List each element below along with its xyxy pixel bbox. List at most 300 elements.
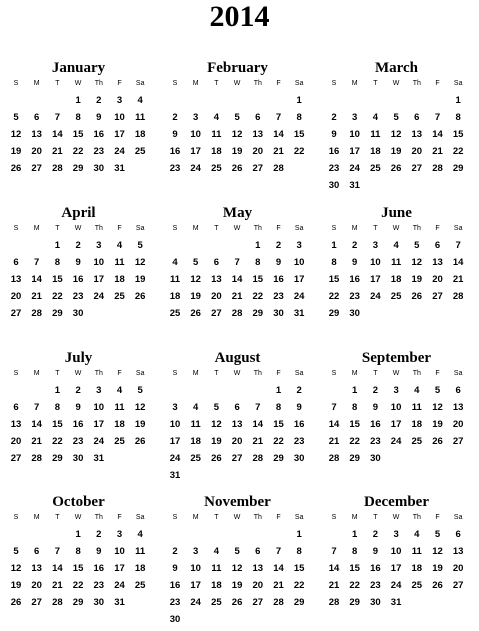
day-cell: 29 [72,163,84,174]
day-cell: 1 [352,385,358,396]
weekday-label: S [13,370,19,377]
day-cell: 16 [93,563,105,574]
day-cell: 2 [372,385,379,396]
weekday-label: S [331,370,337,377]
day-cell: 9 [275,257,282,268]
month-name: March [374,60,419,76]
day-cell: 29 [293,597,305,608]
day-cell: 31 [93,453,105,464]
day-cell: 22 [273,436,284,447]
day-cell: 28 [31,308,42,319]
day-cell: 27 [452,436,464,447]
weekday-label: T [214,514,219,521]
weekday-header [324,369,469,379]
day-cell: 22 [72,580,84,591]
day-cell: 31 [114,163,125,174]
day-cell: 5 [234,112,240,123]
day-cell: 19 [231,580,243,591]
day-cell: 20 [31,146,42,157]
day-cell: 19 [10,580,22,591]
day-cell: 26 [211,453,222,464]
weekday-label: T [214,370,219,377]
weekday-label: F [276,514,281,521]
day-cell: 23 [169,597,181,608]
day-cell: 5 [13,546,19,557]
day-cell: 7 [54,112,61,123]
weekday-header [6,369,151,379]
day-cell: 4 [393,240,399,251]
weekday-label: F [117,80,122,87]
weekday-header [324,224,469,234]
day-cell: 21 [432,146,443,157]
day-cell: 1 [331,240,337,251]
weekday-label: W [233,370,241,377]
day-cell: 29 [452,163,464,174]
day-cell: 6 [434,240,441,251]
day-cell: 7 [234,257,240,268]
day-cell: 7 [54,546,61,557]
weekday-label: Sa [294,370,304,377]
weekday-header [324,513,469,523]
day-cell: 28 [328,453,340,464]
weekday-label: T [55,80,60,87]
day-cell: 14 [231,274,243,285]
day-cell: 5 [213,402,220,413]
day-cell: 7 [331,546,337,557]
day-cell: 25 [114,436,125,447]
day-cell: 14 [452,257,464,268]
day-cell: 31 [390,597,402,608]
weekday-header [165,369,310,379]
day-cell: 14 [273,563,284,574]
day-cell: 22 [452,146,464,157]
day-cell: 17 [93,419,105,430]
weekday-label: Th [94,514,103,521]
weekday-label: F [117,370,122,377]
weekday-label: W [74,514,82,521]
day-cell: 9 [296,402,302,413]
day-cell: 16 [370,563,381,574]
day-cell: 30 [72,453,84,464]
day-cell: 11 [114,402,125,413]
day-cell: 5 [234,546,240,557]
day-cell: 3 [352,112,358,123]
day-cell: 3 [96,240,102,251]
day-cell: 25 [169,308,181,319]
weekday-label: W [233,225,241,232]
day-cell: 26 [231,597,243,608]
day-cell: 13 [31,563,42,574]
day-cell: 16 [169,580,181,591]
day-cell: 2 [96,95,102,106]
weekday-label: S [331,514,337,521]
day-cell: 10 [169,419,181,430]
day-cell: 8 [275,402,282,413]
day-cell: 2 [172,112,178,123]
weekday-label: Sa [453,225,463,232]
day-cell: 28 [328,597,340,608]
day-cell: 10 [114,112,125,123]
weekday-label: Th [412,225,421,232]
day-cell: 19 [134,274,146,285]
day-cell: 24 [114,580,125,591]
weekday-label: F [276,370,281,377]
day-cell: 12 [432,402,443,413]
day-cell: 19 [231,146,243,157]
day-cell: 14 [52,563,63,574]
day-cell: 8 [296,112,302,123]
day-cell: 14 [273,129,284,140]
day-cell: 18 [190,436,201,447]
day-cell: 15 [72,129,84,140]
day-cell: 30 [293,453,305,464]
day-cell: 30 [169,614,181,625]
day-cell: 23 [273,291,284,302]
day-cell: 3 [193,546,199,557]
day-cell: 13 [252,563,264,574]
day-cell: 25 [411,436,423,447]
day-cell: 10 [114,546,125,557]
weekday-label: Th [253,80,262,87]
day-cell: 20 [411,146,423,157]
day-cell: 27 [31,597,42,608]
day-cell: 1 [75,529,81,540]
day-cell: 2 [96,529,102,540]
day-cell: 8 [331,257,337,268]
day-cell: 15 [349,563,360,574]
day-cell: 7 [434,112,441,123]
weekday-label: S [172,370,178,377]
day-cell: 19 [432,563,443,574]
day-cell: 4 [137,95,143,106]
day-cell: 15 [328,274,340,285]
weekday-label: W [233,514,241,521]
day-cell: 20 [252,580,264,591]
weekday-label: W [392,514,400,521]
weekday-label: S [13,80,19,87]
day-cell: 10 [370,257,381,268]
day-cell: 5 [393,112,399,123]
day-cell: 4 [116,240,123,251]
day-cell: 19 [10,146,22,157]
weekday-label: F [435,225,440,232]
weekday-header [165,513,310,523]
day-cell: 18 [390,274,402,285]
day-cell: 27 [432,291,443,302]
weekday-label: Sa [135,225,145,232]
day-cell: 8 [54,257,61,268]
weekday-label: S [172,514,178,521]
day-cell: 11 [411,402,422,413]
day-cell: 5 [193,257,199,268]
day-cell: 6 [414,112,420,123]
day-cell: 27 [10,308,22,319]
weekday-label: W [392,80,400,87]
day-cell: 12 [231,129,243,140]
day-cell: 2 [372,529,379,540]
day-cell: 29 [52,453,63,464]
weekday-label: W [392,370,400,377]
day-cell: 13 [452,546,464,557]
day-cell: 15 [349,419,360,430]
weekday-label: Th [94,225,103,232]
day-cell: 28 [52,597,63,608]
day-cell: 21 [273,146,284,157]
day-cell: 4 [193,402,199,413]
weekday-label: M [192,80,199,87]
day-cell: 23 [72,291,84,302]
day-cell: 12 [211,419,222,430]
day-cell: 26 [432,436,443,447]
day-cell: 1 [255,240,261,251]
month-name: December [364,494,429,510]
day-cell: 14 [328,419,340,430]
weekday-label: Th [412,370,421,377]
day-cell: 27 [10,453,22,464]
day-cell: 14 [252,419,264,430]
day-cell: 21 [328,580,340,591]
day-cell: 24 [93,291,105,302]
day-cell: 14 [31,274,42,285]
day-cell: 20 [252,146,264,157]
day-cell: 23 [293,436,305,447]
day-cell: 6 [455,529,461,540]
day-cell: 17 [349,146,360,157]
weekday-label: W [74,370,82,377]
year-title: 2014 [209,0,270,33]
day-cell: 25 [211,163,222,174]
day-cell: 20 [452,419,464,430]
day-cell: 28 [252,453,264,464]
weekday-header [6,224,151,234]
day-cell: 22 [349,580,360,591]
day-cell: 3 [296,240,302,251]
day-cell: 27 [452,580,464,591]
day-cell: 11 [135,112,146,123]
weekday-label: T [214,225,219,232]
day-cell: 8 [352,402,358,413]
day-cell: 25 [411,580,423,591]
weekday-label: F [435,370,440,377]
day-cell: 5 [137,385,143,396]
day-cell: 2 [75,385,81,396]
day-cell: 11 [391,257,402,268]
day-cell: 6 [34,546,40,557]
day-cell: 9 [172,129,178,140]
weekday-label: S [331,80,337,87]
day-cell: 7 [331,402,337,413]
day-cell: 7 [34,402,40,413]
day-cell: 13 [432,257,443,268]
day-cell: 15 [72,563,84,574]
day-cell: 21 [452,274,464,285]
day-cell: 31 [114,597,125,608]
day-cell: 10 [190,563,201,574]
day-cell: 21 [52,146,63,157]
day-cell: 18 [411,563,423,574]
weekday-label: M [351,225,358,232]
day-cell: 16 [72,419,84,430]
weekday-label: F [276,80,281,87]
day-cell: 17 [293,274,305,285]
day-cell: 12 [10,563,22,574]
weekday-label: F [435,80,440,87]
day-cell: 2 [352,240,358,251]
day-cell: 17 [390,419,402,430]
day-cell: 7 [275,546,282,557]
weekday-label: S [172,225,178,232]
day-cell: 30 [93,597,105,608]
weekday-label: Sa [294,225,304,232]
day-cell: 6 [34,112,40,123]
day-cell: 28 [273,597,284,608]
day-cell: 7 [34,257,40,268]
day-cell: 18 [114,419,125,430]
day-cell: 25 [390,291,402,302]
day-cell: 30 [273,308,284,319]
day-cell: 2 [331,112,337,123]
month-name: April [61,205,96,221]
day-cell: 11 [211,563,222,574]
day-cell: 24 [114,146,125,157]
day-cell: 26 [10,597,22,608]
day-cell: 10 [390,402,402,413]
weekday-label: F [435,514,440,521]
day-cell: 21 [31,436,42,447]
day-cell: 18 [169,291,181,302]
day-cell: 28 [432,163,443,174]
weekday-label: Th [412,514,421,521]
weekday-label: Th [94,370,103,377]
day-cell: 24 [370,291,381,302]
day-cell: 21 [52,580,63,591]
day-cell: 23 [72,436,84,447]
day-cell: 6 [255,112,261,123]
day-cell: 23 [370,580,381,591]
day-cell: 24 [93,436,105,447]
weekday-label: W [74,80,82,87]
day-cell: 28 [31,453,42,464]
day-cell: 5 [13,112,19,123]
month-name: May [222,205,253,221]
weekday-label: T [55,225,60,232]
day-cell: 4 [137,529,143,540]
day-cell: 31 [169,470,181,481]
day-cell: 27 [31,163,42,174]
day-cell: 8 [255,257,261,268]
day-cell: 3 [172,402,178,413]
day-cell: 17 [370,274,381,285]
day-cell: 23 [328,163,340,174]
day-cell: 13 [31,129,42,140]
day-cell: 1 [275,385,282,396]
day-cell: 10 [349,129,360,140]
weekday-label: W [233,80,241,87]
day-cell: 6 [13,257,19,268]
weekday-label: Sa [294,514,304,521]
day-cell: 5 [434,385,441,396]
weekday-label: S [13,225,19,232]
weekday-label: Th [94,80,103,87]
day-cell: 18 [211,146,222,157]
day-cell: 16 [370,419,381,430]
day-cell: 27 [231,453,243,464]
day-cell: 29 [273,453,284,464]
day-cell: 9 [75,257,81,268]
weekday-label: Th [253,370,262,377]
day-cell: 10 [293,257,305,268]
day-cell: 18 [370,146,381,157]
weekday-label: M [33,514,40,521]
day-cell: 16 [328,146,340,157]
weekday-label: Sa [453,80,463,87]
day-cell: 10 [390,546,402,557]
day-cell: 6 [455,385,461,396]
day-cell: 12 [190,274,201,285]
weekday-label: Sa [135,514,145,521]
day-cell: 12 [432,546,443,557]
day-cell: 4 [414,385,420,396]
day-cell: 21 [328,436,340,447]
day-cell: 17 [190,146,201,157]
day-cell: 24 [390,436,402,447]
day-cell: 26 [10,163,22,174]
month-name: February [207,60,268,76]
day-cell: 14 [52,129,63,140]
weekday-label: F [117,514,122,521]
day-cell: 27 [252,597,264,608]
day-cell: 16 [72,274,84,285]
day-cell: 30 [370,597,381,608]
day-cell: 1 [54,385,61,396]
day-cell: 3 [116,529,123,540]
day-cell: 20 [432,274,443,285]
day-cell: 6 [255,546,261,557]
day-cell: 2 [296,385,302,396]
weekday-label: F [276,225,281,232]
day-cell: 3 [393,385,399,396]
day-cell: 13 [10,274,22,285]
day-cell: 1 [296,529,302,540]
day-cell: 30 [349,308,360,319]
day-cell: 25 [370,163,381,174]
day-cell: 17 [390,563,402,574]
day-cell: 3 [96,385,102,396]
day-cell: 1 [352,529,358,540]
day-cell: 3 [393,529,399,540]
day-cell: 5 [414,240,420,251]
weekday-label: M [33,225,40,232]
day-cell: 23 [349,291,360,302]
weekday-header [6,79,151,89]
day-cell: 6 [234,402,240,413]
day-cell: 8 [296,546,302,557]
weekday-label: M [192,225,199,232]
weekday-label: T [373,514,378,521]
day-cell: 19 [432,419,443,430]
day-cell: 24 [349,163,360,174]
day-cell: 19 [411,274,423,285]
day-cell: 19 [211,436,222,447]
weekday-label: Th [253,514,262,521]
day-cell: 26 [190,308,201,319]
day-cell: 11 [135,546,146,557]
day-cell: 20 [231,436,243,447]
weekday-label: Sa [135,80,145,87]
day-cell: 9 [96,112,102,123]
day-cell: 20 [31,580,42,591]
day-cell: 27 [411,163,423,174]
